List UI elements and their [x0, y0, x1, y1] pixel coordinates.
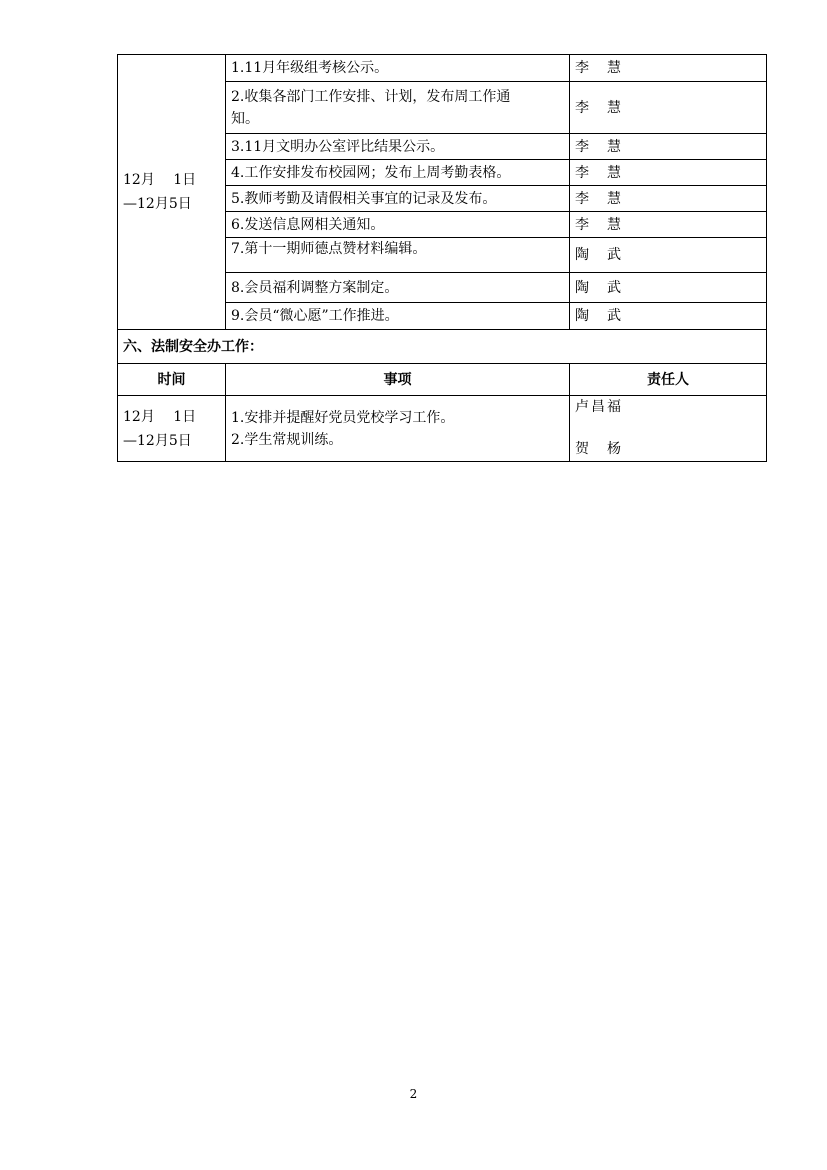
section6-item-1: 1.安排并提醒好党员党校学习工作。	[231, 409, 455, 426]
section5-time-line-1: 12月 1日	[123, 172, 197, 188]
section6-item-2: 2.学生常规训练。	[231, 431, 343, 448]
section5-time-cell	[118, 55, 226, 330]
section6-time-line-2: —12月5日	[123, 432, 192, 449]
section6-person-2: 贺 杨	[575, 441, 623, 457]
section6-time-line-1: 12月 1日	[123, 408, 197, 425]
section6-person-1: 卢昌福	[575, 399, 623, 415]
section5-person-5: 李 慧	[570, 186, 767, 212]
section5-item-7: 7.第十一期师德点赞材料编辑。	[226, 238, 570, 273]
schedule-table	[117, 54, 767, 462]
section5-item-3: 3.11月文明办公室评比结果公示。	[226, 134, 570, 160]
header-person: 责任人	[570, 364, 767, 396]
section5-item-5: 5.教师考勤及请假相关事宜的记录及发布。	[226, 186, 570, 212]
section6-persons-cell	[570, 396, 767, 462]
page-number: 2	[409, 1087, 418, 1101]
section5-person-2: 李 慧	[570, 82, 767, 134]
section5-time-line-2: —12月5日	[123, 196, 192, 212]
section5-person-3: 李 慧	[570, 134, 767, 160]
header-row	[118, 364, 767, 396]
section5-item-9: 9.会员“微心愿”工作推进。	[226, 303, 570, 330]
table-row	[118, 55, 767, 82]
section5-item-8: 8.会员福利调整方案制定。	[226, 273, 570, 303]
table-row	[118, 396, 767, 462]
header-time: 时间	[118, 364, 226, 396]
header-item: 事项	[226, 364, 570, 396]
section5-person-8: 陶 武	[570, 273, 767, 303]
section6-time-cell	[118, 396, 226, 462]
section6-title: 六、法制安全办工作：	[118, 330, 767, 364]
section5-person-1: 李 慧	[570, 55, 767, 82]
section5-person-4: 李 慧	[570, 160, 767, 186]
section5-person-6: 李 慧	[570, 212, 767, 238]
section5-item-6: 6.发送信息网相关通知。	[226, 212, 570, 238]
section5-person-9: 陶 武	[570, 303, 767, 330]
section5-item-1: 1.11月年级组考核公示。	[226, 55, 570, 82]
section6-items-cell	[226, 396, 570, 462]
section5-item-4: 4.工作安排发布校园网；发布上周考勤表格。	[226, 160, 570, 186]
section5-item-2: 2.收集各部门工作安排、计划，发布周工作通 知。	[226, 82, 570, 134]
section-title-row	[118, 330, 767, 364]
section5-person-7: 陶 武	[570, 238, 767, 273]
